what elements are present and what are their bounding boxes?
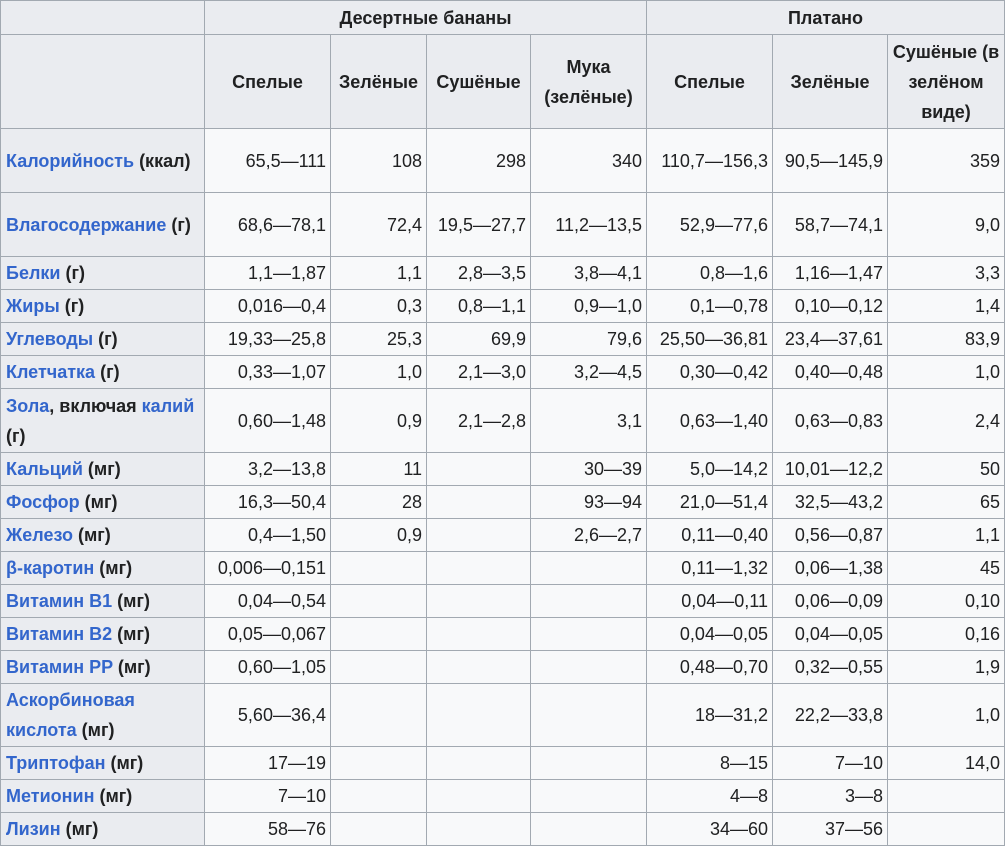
value-cell: 65,5—111	[205, 129, 331, 193]
value-cell: 90,5—145,9	[773, 129, 888, 193]
value-cell: 1,0	[888, 684, 1005, 747]
value-cell: 0,06—1,38	[773, 552, 888, 585]
value-cell: 1,9	[888, 651, 1005, 684]
nutrient-unit: (г)	[95, 362, 120, 382]
table-row	[1, 257, 1005, 290]
nutrient-unit: (мг)	[94, 558, 133, 578]
value-cell	[531, 684, 647, 747]
table-row	[1, 684, 1005, 747]
value-cell: 4—8	[647, 780, 773, 813]
value-cell: 7—10	[205, 780, 331, 813]
value-cell: 5,60—36,4	[205, 684, 331, 747]
value-cell: 0,16	[888, 618, 1005, 651]
value-cell: 58—76	[205, 813, 331, 846]
nutrient-link[interactable]: β-каротин	[6, 558, 95, 578]
value-cell: 1,0	[888, 356, 1005, 389]
value-cell: 0,56—0,87	[773, 519, 888, 552]
row-header	[1, 813, 205, 846]
value-cell: 0,04—0,54	[205, 585, 331, 618]
value-cell	[427, 519, 531, 552]
value-cell: 3,3	[888, 257, 1005, 290]
value-cell: 0,8—1,1	[427, 290, 531, 323]
value-cell: 50	[888, 453, 1005, 486]
value-cell: 68,6—78,1	[205, 193, 331, 257]
table-row	[1, 618, 1005, 651]
value-cell: 0,11—1,32	[647, 552, 773, 585]
value-cell: 69,9	[427, 323, 531, 356]
value-cell: 23,4—37,61	[773, 323, 888, 356]
value-cell: 14,0	[888, 747, 1005, 780]
row-header	[1, 519, 205, 552]
value-cell	[427, 486, 531, 519]
value-cell: 0,4—1,50	[205, 519, 331, 552]
value-cell	[427, 552, 531, 585]
table-row	[1, 585, 1005, 618]
column-header: Сушёные	[427, 35, 531, 129]
value-cell: 34—60	[647, 813, 773, 846]
value-cell: 0,9—1,0	[531, 290, 647, 323]
value-cell: 11	[331, 453, 427, 486]
value-cell: 359	[888, 129, 1005, 193]
value-cell: 30—39	[531, 453, 647, 486]
nutrient-unit: , включая	[49, 395, 142, 416]
table-row	[1, 813, 1005, 846]
nutrient-unit: (ккал)	[134, 150, 191, 171]
row-header	[1, 618, 205, 651]
value-cell: 0,3	[331, 290, 427, 323]
value-cell: 0,04—0,11	[647, 585, 773, 618]
value-cell: 0,32—0,55	[773, 651, 888, 684]
value-cell: 1,16—1,47	[773, 257, 888, 290]
value-cell: 0,1—0,78	[647, 290, 773, 323]
value-cell: 19,33—25,8	[205, 323, 331, 356]
value-cell: 0,63—1,40	[647, 389, 773, 453]
value-cell: 21,0—51,4	[647, 486, 773, 519]
value-cell: 8—15	[647, 747, 773, 780]
value-cell	[427, 780, 531, 813]
column-header: Спелые	[205, 35, 331, 129]
nutrient-link[interactable]: Зола	[6, 395, 50, 416]
column-header: Зелёные	[773, 35, 888, 129]
value-cell	[331, 585, 427, 618]
value-cell: 298	[427, 129, 531, 193]
value-cell	[427, 813, 531, 846]
table-row	[1, 356, 1005, 389]
row-header	[1, 257, 205, 290]
value-cell: 0,04—0,05	[647, 618, 773, 651]
value-cell: 0,40—0,48	[773, 356, 888, 389]
value-cell	[331, 651, 427, 684]
value-cell: 0,60—1,48	[205, 389, 331, 453]
value-cell: 0,10—0,12	[773, 290, 888, 323]
value-cell: 0,05—0,067	[205, 618, 331, 651]
nutrient-unit: (мг)	[112, 624, 150, 644]
value-cell: 0,06—0,09	[773, 585, 888, 618]
value-cell: 2,1—2,8	[427, 389, 531, 453]
value-cell: 0,48—0,70	[647, 651, 773, 684]
value-cell: 1,1	[331, 257, 427, 290]
value-cell: 3,2—13,8	[205, 453, 331, 486]
value-cell: 16,3—50,4	[205, 486, 331, 519]
column-header: Зелёные	[331, 35, 427, 129]
table-row	[1, 486, 1005, 519]
row-header	[1, 552, 205, 585]
value-cell	[331, 747, 427, 780]
value-cell: 7—10	[773, 747, 888, 780]
column-header: Спелые	[647, 35, 773, 129]
row-header	[1, 290, 205, 323]
value-cell: 58,7—74,1	[773, 193, 888, 257]
value-cell: 0,11—0,40	[647, 519, 773, 552]
table-row	[1, 747, 1005, 780]
value-cell: 83,9	[888, 323, 1005, 356]
nutrient-link[interactable]: Калорийность	[6, 150, 135, 171]
value-cell: 17—19	[205, 747, 331, 780]
value-cell	[427, 585, 531, 618]
value-cell: 1,4	[888, 290, 1005, 323]
value-cell: 25,3	[331, 323, 427, 356]
nutrient-unit: (мг)	[105, 753, 144, 773]
nutrient-link[interactable]: Триптофан	[6, 753, 106, 773]
value-cell	[531, 651, 647, 684]
row-header	[1, 193, 205, 257]
nutrient-unit: (мг)	[79, 492, 118, 512]
value-cell: 19,5—27,7	[427, 193, 531, 257]
nutrient-unit: (мг)	[76, 720, 115, 740]
value-cell: 0,9	[331, 519, 427, 552]
table-row	[1, 780, 1005, 813]
value-cell: 0,60—1,05	[205, 651, 331, 684]
table-row	[1, 290, 1005, 323]
value-cell: 0,10	[888, 585, 1005, 618]
table-body	[1, 129, 1005, 846]
row-header	[1, 323, 205, 356]
nutrient-link[interactable]: Углеводы	[6, 329, 94, 349]
value-cell: 25,50—36,81	[647, 323, 773, 356]
value-cell: 79,6	[531, 323, 647, 356]
table-row	[1, 193, 1005, 257]
value-cell: 72,4	[331, 193, 427, 257]
nutrient-unit: (мг)	[72, 525, 111, 545]
nutrient-link[interactable]: Влагосодержание	[6, 214, 167, 235]
row-header	[1, 684, 205, 747]
value-cell: 28	[331, 486, 427, 519]
nutrient-link[interactable]: Витамин B2	[6, 624, 113, 644]
nutrient-link[interactable]: Кальций	[6, 459, 83, 479]
column-header: Мука (зелёные)	[531, 35, 647, 129]
nutrient-link[interactable]: Метионин	[6, 786, 95, 806]
value-cell	[531, 747, 647, 780]
nutrient-link[interactable]: калий	[141, 395, 195, 416]
value-cell: 22,2—33,8	[773, 684, 888, 747]
table-row	[1, 519, 1005, 552]
value-cell	[427, 684, 531, 747]
value-cell	[331, 618, 427, 651]
row-header	[1, 453, 205, 486]
value-cell: 0,04—0,05	[773, 618, 888, 651]
nutrient-link[interactable]: Витамин PP	[6, 657, 113, 677]
value-cell	[531, 552, 647, 585]
table-row	[1, 651, 1005, 684]
value-cell: 52,9—77,6	[647, 193, 773, 257]
value-cell: 37—56	[773, 813, 888, 846]
row-header	[1, 747, 205, 780]
value-cell	[531, 618, 647, 651]
value-cell: 2,8—3,5	[427, 257, 531, 290]
row-header	[1, 356, 205, 389]
value-cell: 1,1—1,87	[205, 257, 331, 290]
header-corner-cell	[1, 35, 205, 129]
value-cell: 0,006—0,151	[205, 552, 331, 585]
nutrient-link[interactable]: Витамин B1	[6, 591, 113, 611]
group-header-dessert: Десертные бананы	[205, 1, 647, 35]
value-cell	[888, 780, 1005, 813]
column-header: Сушёные (в зелёном виде)	[888, 35, 1005, 129]
value-cell: 0,63—0,83	[773, 389, 888, 453]
value-cell: 3,2—4,5	[531, 356, 647, 389]
value-cell: 10,01—12,2	[773, 453, 888, 486]
value-cell: 45	[888, 552, 1005, 585]
nutrient-link[interactable]: Клетчатка	[6, 362, 96, 382]
nutrient-unit: (г)	[93, 329, 118, 349]
row-header	[1, 585, 205, 618]
table-row	[1, 323, 1005, 356]
nutrient-unit: (г)	[166, 214, 191, 235]
value-cell: 1,1	[888, 519, 1005, 552]
value-cell	[531, 585, 647, 618]
value-cell	[427, 651, 531, 684]
value-cell: 2,1—3,0	[427, 356, 531, 389]
value-cell: 1,0	[331, 356, 427, 389]
value-cell: 3—8	[773, 780, 888, 813]
value-cell	[531, 780, 647, 813]
value-cell	[331, 780, 427, 813]
nutrient-unit: (г)	[6, 425, 26, 446]
group-header-plantain: Платано	[647, 1, 1005, 35]
value-cell: 108	[331, 129, 427, 193]
value-cell: 110,7—156,3	[647, 129, 773, 193]
nutrient-unit: (мг)	[94, 786, 133, 806]
nutrient-link[interactable]: Лизин	[6, 819, 61, 839]
header-corner-cell	[1, 1, 205, 35]
value-cell: 0,9	[331, 389, 427, 453]
value-cell: 5,0—14,2	[647, 453, 773, 486]
value-cell: 340	[531, 129, 647, 193]
value-cell: 65	[888, 486, 1005, 519]
value-cell: 18—31,2	[647, 684, 773, 747]
nutrient-link[interactable]: Жиры	[6, 296, 60, 316]
nutrient-unit: (г)	[59, 296, 85, 316]
nutrient-link[interactable]: Железо	[6, 525, 73, 545]
row-header	[1, 486, 205, 519]
nutrient-unit: (мг)	[60, 819, 99, 839]
value-cell	[331, 813, 427, 846]
nutrient-unit: (мг)	[82, 459, 121, 479]
value-cell	[427, 747, 531, 780]
value-cell: 93—94	[531, 486, 647, 519]
nutrient-unit: (г)	[60, 263, 85, 283]
table-row	[1, 129, 1005, 193]
value-cell: 3,1	[531, 389, 647, 453]
table-row	[1, 389, 1005, 453]
row-header	[1, 129, 205, 193]
value-cell: 11,2—13,5	[531, 193, 647, 257]
value-cell: 3,8—4,1	[531, 257, 647, 290]
value-cell: 0,30—0,42	[647, 356, 773, 389]
table-row	[1, 552, 1005, 585]
value-cell: 2,6—2,7	[531, 519, 647, 552]
nutrient-link[interactable]: Белки	[6, 263, 61, 283]
value-cell	[888, 813, 1005, 846]
table-row	[1, 453, 1005, 486]
value-cell: 2,4	[888, 389, 1005, 453]
nutrient-unit: (мг)	[112, 591, 150, 611]
nutrient-link[interactable]: Аскорбиновая кислота	[6, 690, 135, 740]
value-cell: 0,33—1,07	[205, 356, 331, 389]
value-cell	[427, 618, 531, 651]
row-header	[1, 651, 205, 684]
value-cell	[427, 453, 531, 486]
nutrient-link[interactable]: Фосфор	[6, 492, 80, 512]
value-cell: 9,0	[888, 193, 1005, 257]
value-cell: 0,016—0,4	[205, 290, 331, 323]
value-cell: 0,8—1,6	[647, 257, 773, 290]
value-cell	[331, 684, 427, 747]
value-cell	[531, 813, 647, 846]
nutrient-unit: (мг)	[112, 657, 151, 677]
row-header	[1, 389, 205, 453]
value-cell: 32,5—43,2	[773, 486, 888, 519]
value-cell	[331, 552, 427, 585]
row-header	[1, 780, 205, 813]
